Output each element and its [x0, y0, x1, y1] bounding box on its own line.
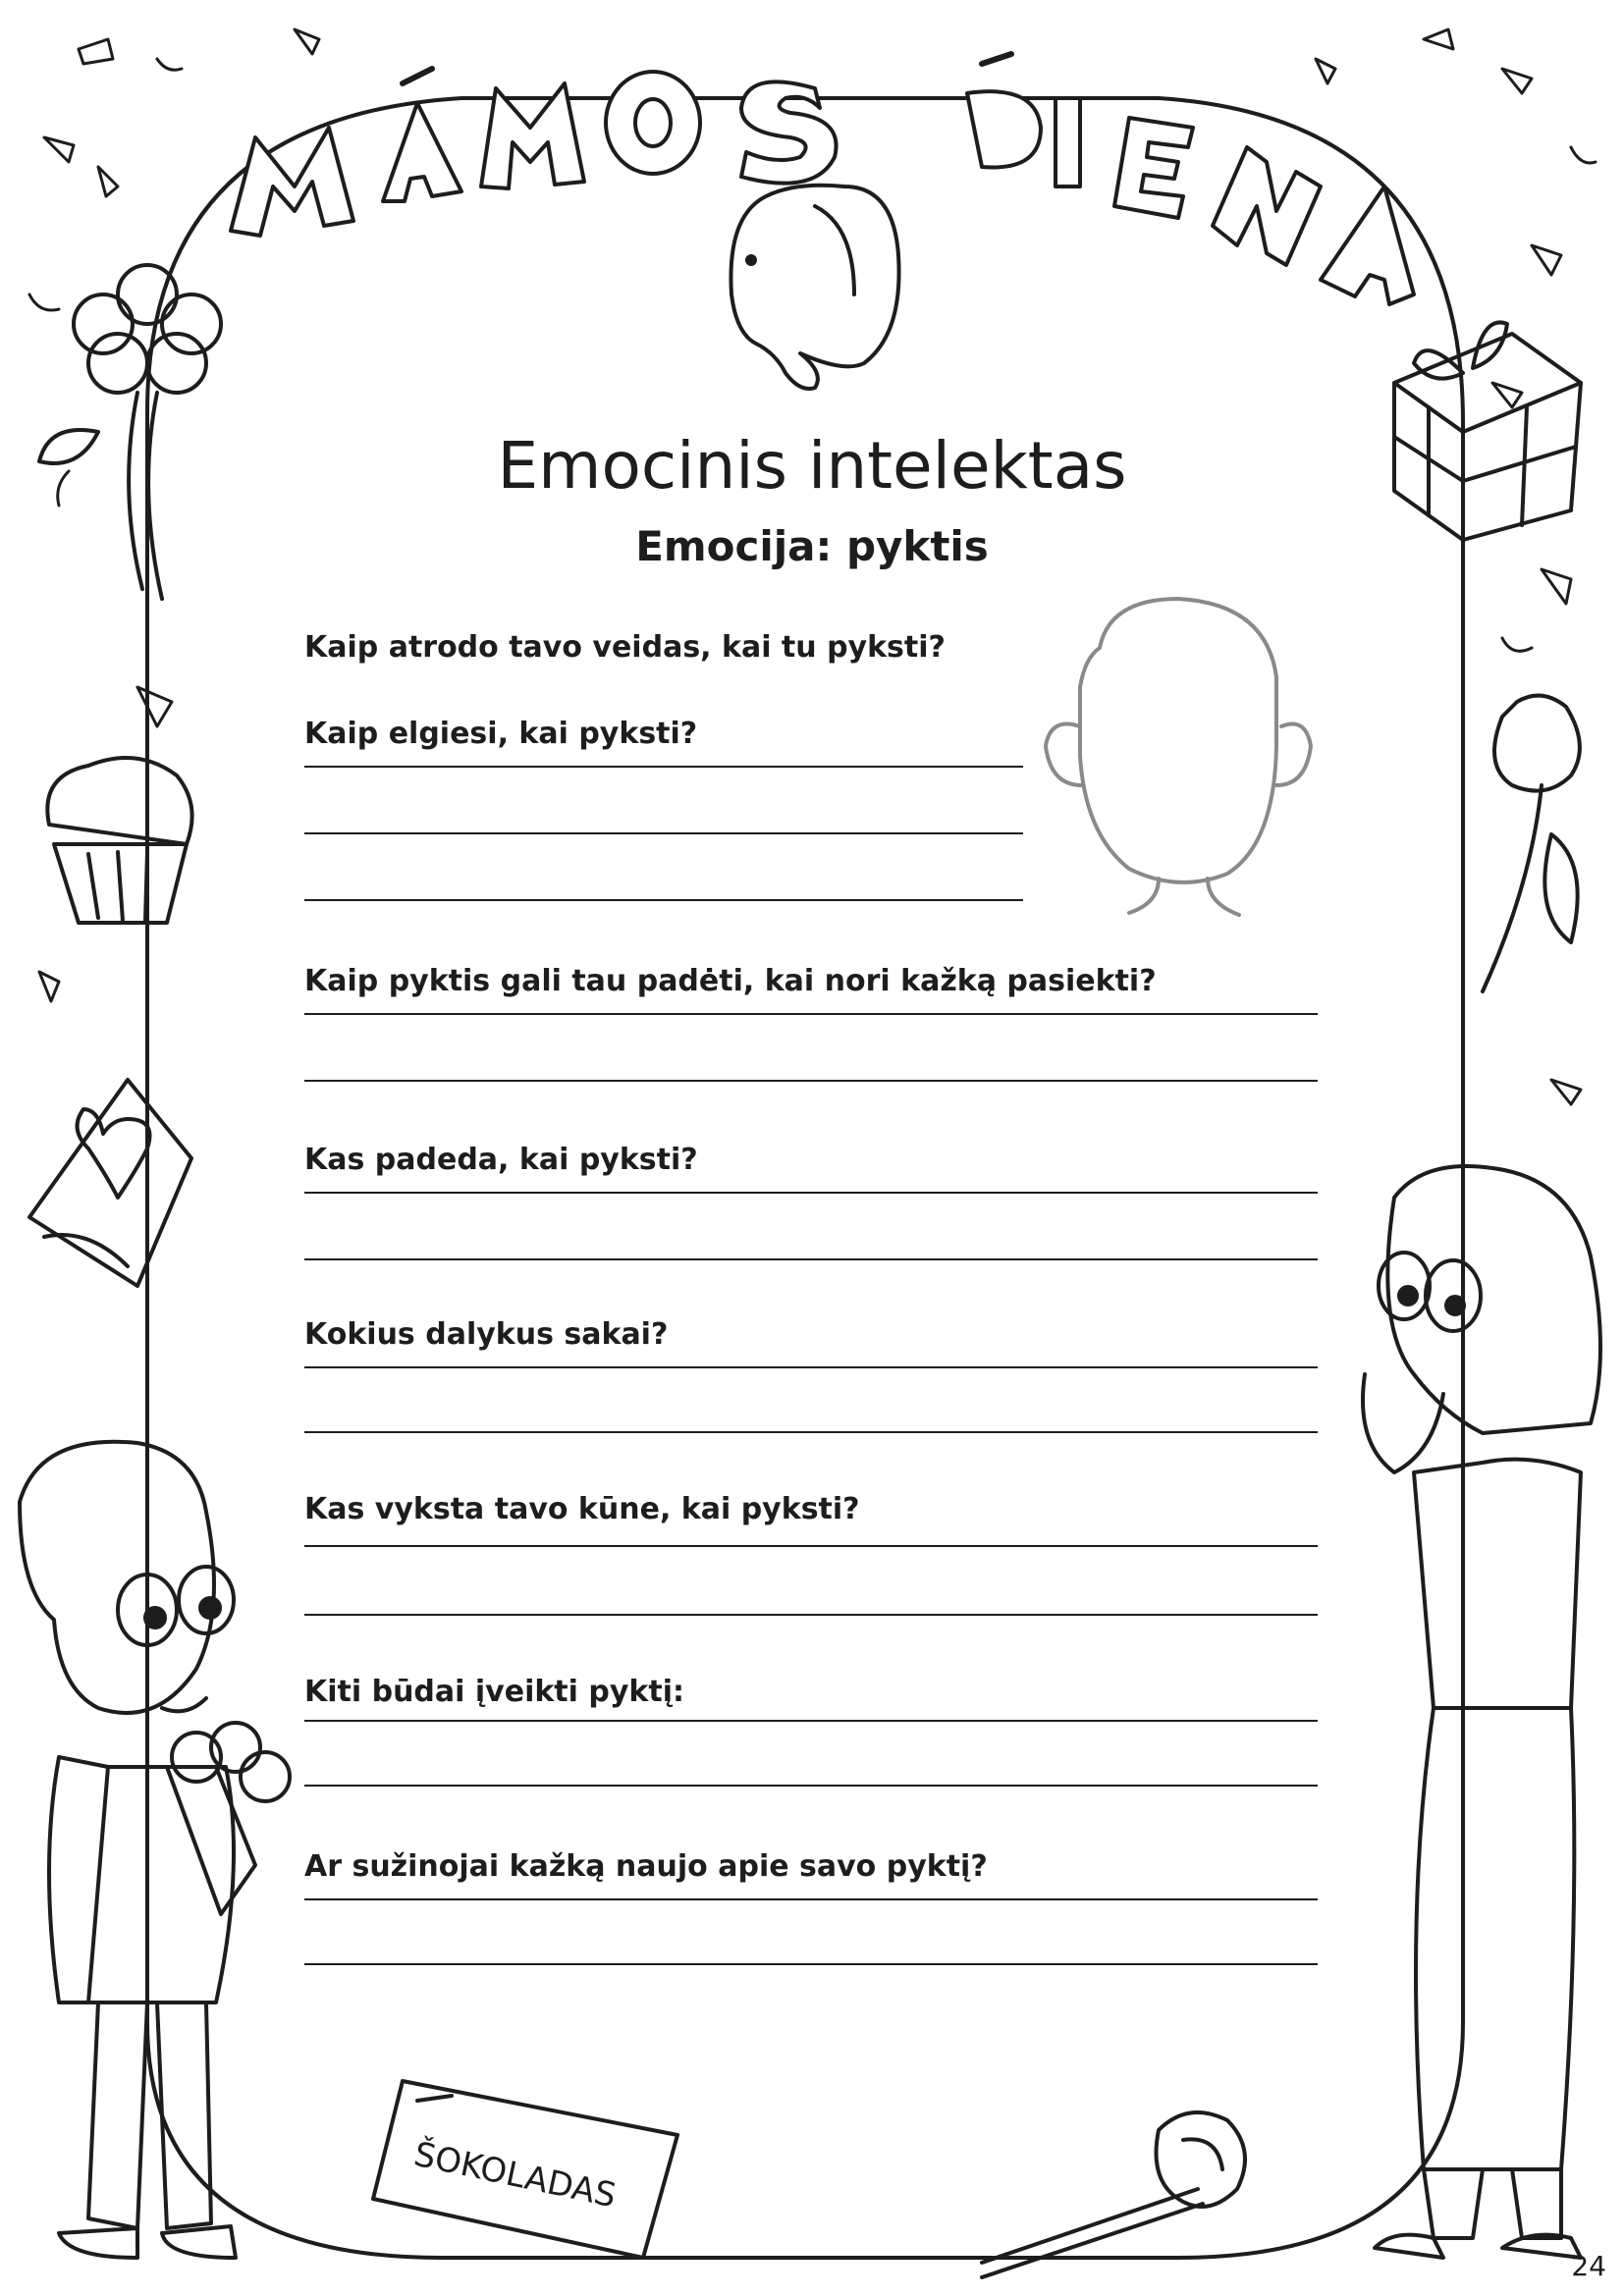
boy-illustration: [20, 1442, 290, 2258]
banner-letter-A1: [383, 69, 461, 201]
banner-letter-N: [1213, 147, 1321, 265]
question-8: Ar sužinojai kažką naujo apie savo pyktį?: [304, 1849, 988, 1884]
banner-letter-I: [1056, 98, 1080, 187]
tulip-icon: [1483, 696, 1580, 991]
banner-letter-D: [967, 54, 1041, 168]
elephant-icon: [731, 186, 898, 389]
banner-letter-M: [231, 128, 353, 236]
answer-line[interactable]: [304, 1614, 1318, 1616]
cupcake-icon: [47, 758, 191, 923]
answer-line[interactable]: [304, 1366, 1318, 1368]
question-6: Kas vyksta tavo kūne, kai pyksti?: [304, 1492, 860, 1526]
mom-illustration: [1363, 1166, 1600, 2258]
question-2: Kaip elgiesi, kai pyksti?: [304, 717, 698, 751]
answer-line[interactable]: [304, 899, 1023, 901]
answer-line[interactable]: [304, 1545, 1318, 1547]
answer-line[interactable]: [304, 1192, 1318, 1194]
card-icon: [29, 1080, 191, 1286]
banner-letter-O: [606, 72, 700, 174]
page-title: Emocinis intelektas: [497, 428, 1127, 504]
chocolate-label: ŠOKOLADAS: [410, 2134, 620, 2216]
answer-line[interactable]: [304, 1720, 1318, 1722]
answer-line[interactable]: [304, 1785, 1318, 1787]
face-outline-icon: [1046, 599, 1311, 915]
answer-line[interactable]: [304, 766, 1023, 768]
banner-letter-E: [1114, 118, 1193, 218]
question-4: Kas padeda, kai pyksti?: [304, 1143, 698, 1177]
question-5: Kokius dalykus sakai?: [304, 1317, 669, 1352]
answer-line[interactable]: [304, 1431, 1318, 1433]
page-number: 24: [1571, 2250, 1606, 2282]
frame-outline: [147, 98, 1463, 2258]
answer-line[interactable]: [304, 832, 1023, 834]
question-1: Kaip atrodo tavo veidas, kai tu pyksti?: [304, 630, 946, 665]
question-3: Kaip pyktis gali tau padėti, kai nori kažką pasiekti?: [304, 964, 1157, 998]
answer-line[interactable]: [304, 1080, 1318, 1082]
banner-title-art: [231, 54, 1414, 304]
question-7: Kiti būdai įveikti pyktį:: [304, 1675, 684, 1709]
page-subtitle: Emocija: pyktis: [635, 522, 989, 570]
answer-line[interactable]: [304, 1258, 1318, 1260]
answer-line[interactable]: [304, 1013, 1318, 1015]
answer-line[interactable]: [304, 1963, 1318, 1965]
answer-line[interactable]: [304, 1898, 1318, 1900]
rose-icon: [982, 2112, 1245, 2277]
